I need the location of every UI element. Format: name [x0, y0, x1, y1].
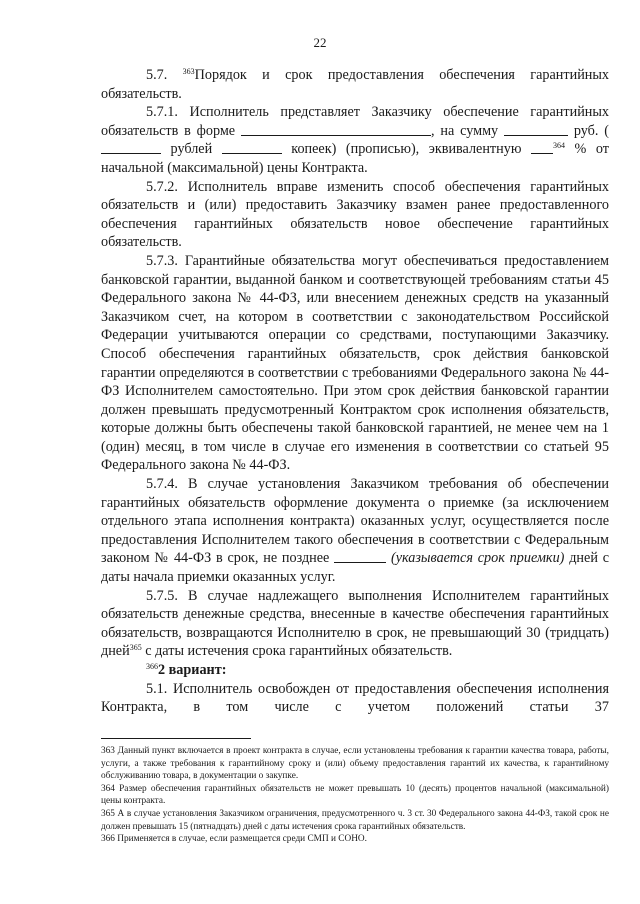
section-5-7-5: 5.7.5. В случае надлежащего выполнения Исполнителем гарантийных обязательств денежные средства, внесенные в качестве обеспечения гарантийных обязательств, возвращаются Исполнителю в срок, не превышающий 30 (тридцать) дней$^{365}$ с даты истечения срока гарантийных обязательств.: [101, 587, 609, 660]
footnote-separator: [101, 738, 251, 739]
percent-blank: [531, 140, 553, 154]
footnote-ref-363[interactable]: 363: [182, 67, 195, 76]
form-blank: [241, 122, 431, 136]
section-5-7-1: 5.7.1. Исполнитель представляет Заказчику обеспечение гарантийных обязательств в форме , на сумму руб. ( рублей копеек) (прописью), эквивалентную $^{364}$ % от начальной (максимальной) цены Контракта.: [101, 104, 609, 176]
section-5-1: 5.1. Исполнитель освобожден от предоставления обеспечения исполнения Контракта, в том числе с учетом положений статьи 37: [101, 680, 609, 716]
section-5-7: [101, 66, 609, 103]
page-number: 22: [313, 35, 327, 50]
amount-blank: [504, 122, 568, 136]
footnote-364: 364 Размер обеспечения гарантийных обязательств не может превышать 10 (десять) процентов начальной (максимальной) цены контракта.: [101, 783, 609, 807]
footnote-365: 365 А в случае установления Заказчиком ограничения, предусмотренного ч. 3 ст. 30 Федерального закона 44-ФЗ, такой срок не должен превышать 15 (пятнадцать) дней с даты истечения срока гарантийных обязательств.: [101, 808, 609, 832]
kopecks-blank: [222, 140, 282, 154]
footnote-366: 366 Применяется в случае, если размещается среди СМП и СОНО.: [101, 834, 367, 845]
section-5-7-title: Порядок и срок предоставления обеспечения гарантийных обязательств.: [101, 67, 610, 102]
variant-label: 2 вариант:: [158, 662, 227, 678]
footnotes: [101, 745, 609, 846]
deadline-blank: [334, 549, 386, 563]
section-5-7-4: 5.7.4. В случае установления Заказчиком требования об обеспечении гарантийных обязательств оформление документа о приемке (за исключением отдельного этапа исполнения контракта) оказанных услуг, осуществляется после предоставления Исполнителем такого обеспечения в соответствии с Федеральным законом № 44-ФЗ в срок, не позднее (указывается срок приемки) дней с даты начала приемки оказанных услуг.: [101, 476, 610, 586]
section-number: 5.7.: [146, 67, 168, 83]
document-body: [101, 66, 609, 717]
footnote-ref-364[interactable]: 364: [552, 141, 565, 151]
italic-note: (указывается срок приемки): [390, 550, 565, 567]
section-5-7-2: 5.7.2. Исполнитель вправе изменить способ обеспечения гарантийных обязательств и (или) предоставить Заказчику взамен ранее предоставленного обеспечения гарантийных обязательств новое обеспечение гарантийных обязательств.: [101, 178, 609, 251]
rubles-blank: [101, 140, 161, 154]
section-5-7-3: 5.7.3. Гарантийные обязательства могут обеспечиваться предоставлением банковской гарантии, выданной банком и соответствующей требованиям статьи 45 Федерального закона № 44-ФЗ, или внесением денежных средств на указанный Заказчиком счет, на котором в соответствии с законодательством Российской Федерации учитываются операции со средствами, поступающими Заказчику. Способ обеспечения гарантийных обязательств, срок действия банковской гарантии определяются в соответствии с требованиями Федерального закона № 44-ФЗ Исполнителем самостоятельно. При этом срок действия банковской гарантии должен превышать предусмотренный Контрактом срок исполнения обязательств, которые должны быть обеспечены такой банковской гарантией, не менее чем на 1 (один) месяц, в том числе в случае его изменения в соответствии со статьей 95 Федерального закона № 44-ФЗ.: [101, 252, 609, 474]
footnote-ref-366[interactable]: 366: [146, 662, 158, 671]
footnote-363: 363 Данный пункт включается в проект контракта в случае, если установлены требования к гарантии качества товара, работы, услуги, а также требования к гарантийному сроку и (или) объему предоставления гарантий их качества, к гарантийному обслуживанию товара, в документации о закупке.: [101, 746, 609, 782]
variant-heading: [101, 661, 609, 680]
footnote-ref-365[interactable]: 365: [129, 643, 142, 653]
